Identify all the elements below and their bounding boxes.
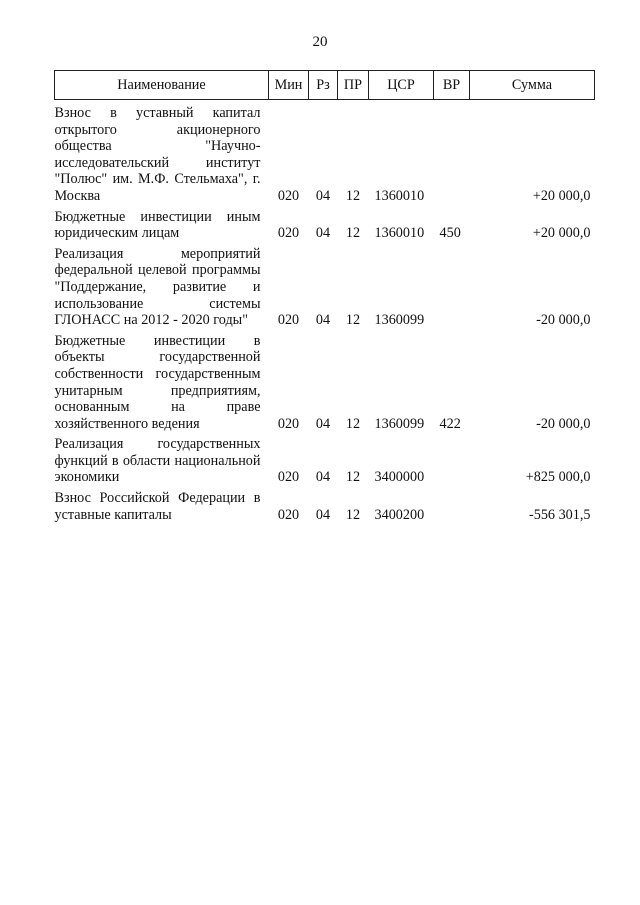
table-row [55, 244, 595, 331]
table-row [55, 207, 595, 244]
row-sum: -20 000,0 [536, 312, 591, 329]
row-pr: 12 [345, 506, 361, 523]
header-vr: ВР [434, 71, 470, 100]
row-sum: -20 000,0 [536, 415, 591, 432]
row-csr: 1360099 [374, 312, 425, 329]
row-min: 020 [277, 187, 300, 204]
table-row [55, 434, 595, 488]
row-rz: 04 [315, 312, 331, 329]
table-row [55, 488, 595, 525]
row-min: 020 [277, 225, 300, 242]
row-name: Бюджетные инвестиции в объекты государственной собственности государственным унитарным предприятиям, основанным на праве хозяйственного ведения [54, 332, 261, 432]
row-vr: 450 [439, 225, 461, 242]
table-row [55, 100, 595, 207]
row-vr [434, 434, 470, 488]
row-rz: 04 [315, 469, 331, 486]
row-vr: 422 [439, 415, 461, 432]
row-name: Взнос в уставный капитал открытого акционерного общества "Научно-исследовательский институт "Полюс" им. М.Ф. Стельмаха", г. Москва [54, 105, 261, 204]
row-pr: 12 [345, 187, 361, 204]
row-pr: 12 [345, 225, 361, 242]
row-csr: 1360099 [374, 415, 425, 432]
header-rz: Рз [309, 71, 338, 100]
row-csr: 3400000 [374, 469, 425, 486]
row-pr: 12 [345, 469, 361, 486]
header-sum: Сумма [470, 71, 595, 100]
row-pr: 12 [345, 312, 361, 329]
budget-table [54, 70, 595, 525]
header-min: Мин [269, 71, 309, 100]
table-header-row [55, 71, 595, 100]
row-rz: 04 [315, 225, 331, 242]
header-name: Наименование [55, 71, 269, 100]
row-vr [434, 100, 470, 207]
row-sum: +20 000,0 [532, 187, 591, 204]
row-csr: 1360010 [374, 187, 425, 204]
row-sum: +825 000,0 [525, 469, 591, 486]
header-csr: ЦСР [369, 71, 434, 100]
row-sum: -556 301,5 [529, 506, 591, 523]
header-pr: ПР [338, 71, 369, 100]
row-rz: 04 [315, 506, 331, 523]
row-sum: +20 000,0 [532, 225, 591, 242]
row-min: 020 [277, 506, 300, 523]
row-min: 020 [277, 312, 300, 329]
row-name: Взнос Российской Федерации в уставные капиталы [54, 490, 261, 523]
row-rz: 04 [315, 415, 331, 432]
row-name: Реализация государственных функций в области национальной экономики [54, 436, 261, 486]
row-csr: 1360010 [374, 225, 425, 242]
row-vr [434, 488, 470, 525]
row-pr: 12 [345, 415, 361, 432]
page-number: 20 [312, 34, 328, 50]
row-rz: 04 [315, 187, 331, 204]
row-csr: 3400200 [374, 506, 425, 523]
row-vr [434, 244, 470, 331]
row-name: Реализация мероприятий федеральной целевой программы "Поддержание, развитие и использование системы ГЛОНАСС на 2012 - 2020 годы" [54, 245, 261, 329]
row-name: Бюджетные инвестиции иным юридическим лицам [54, 208, 261, 242]
row-min: 020 [277, 469, 300, 486]
table-row [55, 331, 595, 435]
row-min: 020 [277, 415, 300, 432]
